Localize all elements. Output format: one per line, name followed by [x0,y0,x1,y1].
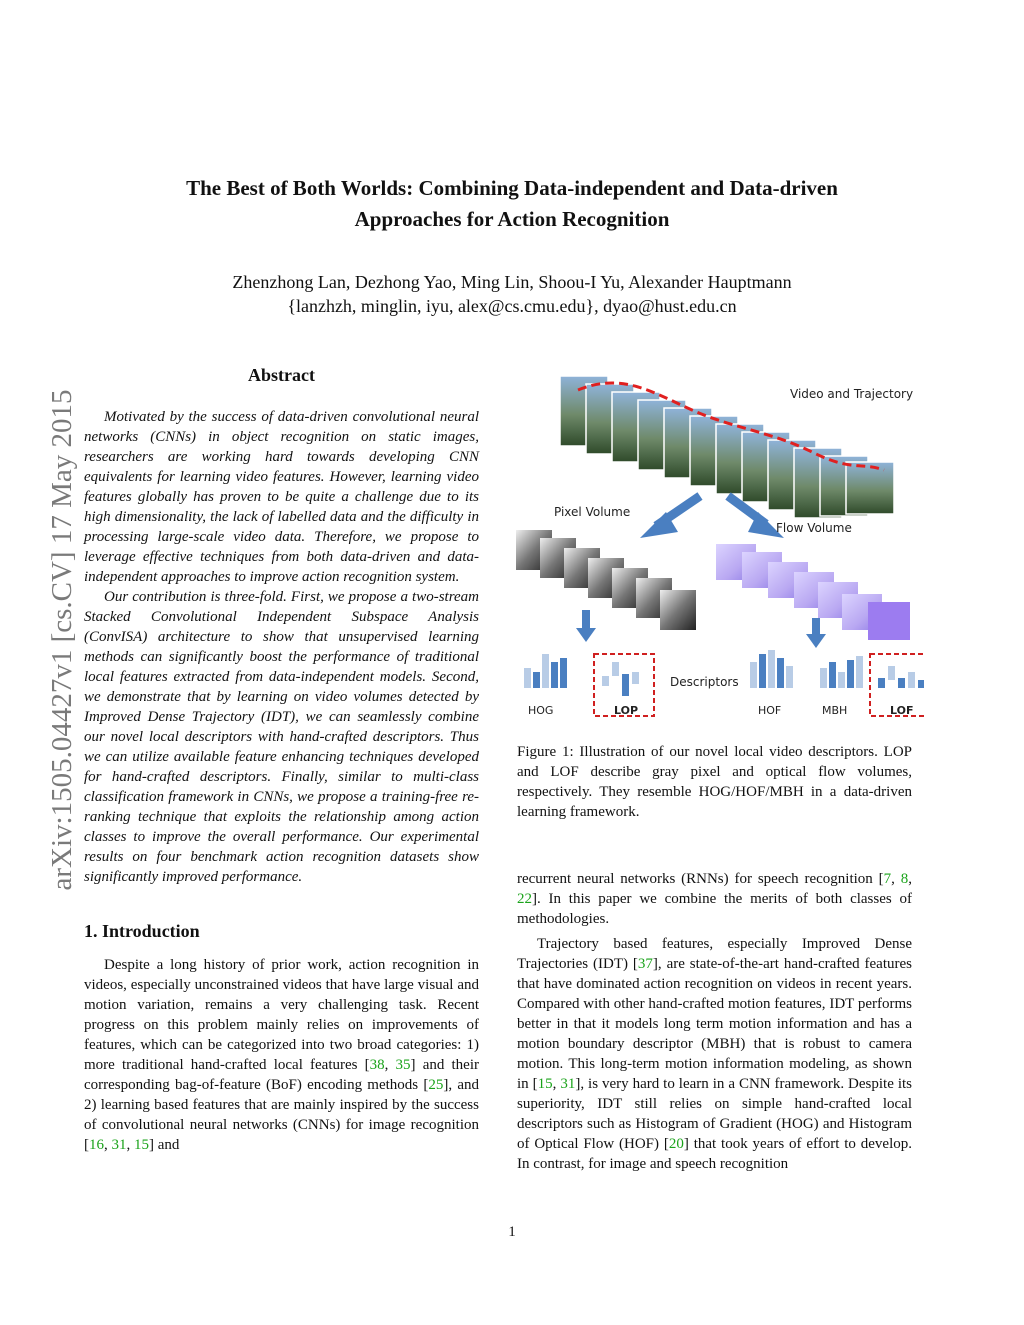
citation-link[interactable]: 37 [637,956,653,972]
title-line-1: The Best of Both Worlds: Combining Data-independent and Data-driven [186,176,838,200]
citation-link[interactable]: 35 [395,1057,411,1073]
author-emails: {lanzhzh, minglin, iyu, alex@cs.cmu.edu}, dyao@hust.edu.cn [287,296,737,316]
lop-bar [612,662,619,676]
citation-link[interactable]: 31 [111,1137,127,1153]
mbh-histogram [820,656,863,688]
mbh-bar [847,660,854,688]
right-text: Trajectory based features, especially Improved Dense Trajectories (IDT) [ [517,936,912,972]
right-text: , [552,1076,561,1092]
hog-bar [524,668,531,688]
hog-bar [560,658,567,688]
pixel-patch [660,590,696,630]
page-number: 1 [508,1224,516,1240]
author-block [0,270,1024,318]
descriptors-label: Descriptors [670,675,739,689]
right-text: ], is very hard to learn in a CNN framework. Despite its superiority, IDT still relies on simple hand-crafted local descriptors such as Histogram of Gradient (HOG) and Histogram of Optical Flow (HOF) [ [517,1076,912,1152]
lof-bar [918,680,924,688]
hof-bar [786,666,793,688]
hog-bar [533,672,540,688]
abstract-body [84,407,479,887]
citation-link[interactable]: 38 [369,1057,385,1073]
citation-link[interactable]: 8 [900,871,909,887]
intro-text: , [104,1137,112,1153]
right-text: , [891,871,901,887]
citation-link[interactable]: 15 [537,1076,553,1092]
hof-bar [759,654,766,688]
citation-link[interactable]: 22 [517,891,532,907]
citation-link[interactable]: 7 [883,871,892,887]
lof-bar [878,678,885,688]
video-trajectory-label: Video and Trajectory [790,387,914,401]
mbh-bar [820,668,827,688]
right-text: ]. In this paper we combine the merits of both classes of methodologies. [517,891,912,927]
lop-label: LOP [614,704,639,717]
citation-link[interactable]: 20 [668,1136,684,1152]
branch-arrow-left [640,496,700,538]
lop-bar [602,676,609,686]
title-line-2: Approaches for Action Recognition [354,207,670,231]
hof-bar [750,662,757,688]
hog-histogram [524,654,567,688]
right-paragraph-2 [517,934,912,1174]
mbh-bar [829,662,836,688]
introduction-paragraph [84,955,479,1155]
video-frame [846,462,894,514]
right-column [517,869,912,1179]
lof-histogram [878,666,924,688]
abstract-paragraph-1: Motivated by the success of data-driven convolutional neural networks (CNNs) in object recognition on static images, researchers are working hard towards developing CNN equivalents for learning video features. However, learning video features globally has proven to be quite a challenge due to its high dimensionality, the lack of labelled data and the difficulty in processing large-scale video data. Therefore, we propose to leverage effective techniques from both data-driven and data-independent approaches to improve action recognition system. [84,409,479,585]
figure-1-caption: Figure 1: Illustration of our novel local video descriptors. LOP and LOF describe gray pixel and optical flow volumes, respectively. They resemble HOG/HOF/MBH in a data-driven learning framework. [517,744,912,820]
arxiv-identifier: arXiv:1505.04427v1 [cs.CV] 17 May 2015 [46,389,78,891]
mbh-label: MBH [822,704,848,717]
pixel-volume-label: Pixel Volume [554,505,631,519]
intro-text: ], and 2) learning based features that are mainly inspired by the success of convolutional neural networks (CNNs) for image recognition [ [84,1077,480,1153]
hof-bar [768,650,775,688]
intro-text: ] and their corresponding bag-of-feature (BoF) encoding methods [ [84,1057,479,1093]
hog-bar [542,654,549,688]
pixel-volume-patches [516,530,696,630]
hog-bar [551,662,558,688]
flow-volume-label: Flow Volume [776,521,852,535]
right-text: recurrent neural networks (RNNs) for speech recognition [ [517,871,884,887]
right-text: , [908,871,913,887]
author-names: Zhenzhong Lan, Dezhong Yao, Ming Lin, Shoou-I Yu, Alexander Hauptmann [232,272,792,292]
lof-bar [908,672,915,688]
right-text: ], are state-of-the-art hand-crafted features that have dominated action recognition on videos in recent years. Compared with other hand-crafted motion features, IDT performs better in that it models long term motion information and has a motion boundary descriptor (MBH) that is robust to camera motion. This long-term motion information modeling, as shown in [ [517,956,912,1092]
hof-histogram [750,650,793,688]
lop-histogram [602,662,639,696]
mbh-bar [838,672,845,688]
lop-bar [632,672,639,684]
hof-label: HOF [758,704,782,717]
intro-text: Despite a long history of prior work, action recognition in videos, especially unconstrained videos that have large visual and motion variation, remains a very challenging task. Recent progress on this problem mainly relies on improvements of features, which can be categorized into two broad categories: 1) more traditional hand-crafted local features [ [84,957,479,1073]
lof-bar [898,678,905,688]
left-column [84,363,479,1160]
citation-link[interactable]: 25 [428,1077,444,1093]
citation-link[interactable]: 15 [134,1137,149,1153]
introduction-heading: 1. Introduction [84,921,200,941]
intro-text: , [126,1137,134,1153]
paper-title [0,173,1024,235]
intro-text: , [384,1057,396,1073]
down-arrow-flow [806,618,826,648]
right-text: ] that took years of effort to develop. In contrast, for image and speech recognition [517,1136,912,1172]
citation-link[interactable]: 31 [560,1076,576,1092]
abstract-heading: Abstract [248,365,315,385]
down-arrow-pixel [576,610,596,642]
hog-label: HOG [528,704,554,717]
flow-patch [868,602,910,640]
mbh-bar [856,656,863,688]
hof-bar [777,658,784,688]
right-paragraph-1 [517,869,912,929]
figure-1-diagram [512,362,924,728]
lop-bar [622,674,629,696]
citation-link[interactable]: 16 [89,1137,104,1153]
abstract-paragraph-2: Our contribution is three-fold. First, we propose a two-stream Stacked Convolutional Independent Subspace Analysis (ConvISA) architecture to show that unsupervised learning methods can significantly boost the performance of traditional local features extracted from data-independent models. Second, we demonstrate that by learning on video volumes detected by Improved Dense Trajectory (IDT), we can seamlessly combine our novel local descriptors with hand-crafted descriptors. Thus we can utilize available feature enhancing techniques developed for hand-crafted descriptors. Finally, similar to multi-class classification framework in CNNs, we propose a training-free re-ranking technique that exploits the relationship among action classes to improve the overall performance. Our experimental results on four benchmark action recognition datasets show significantly improved performance. [84,589,479,885]
lof-label: LOF [890,704,914,717]
lof-bar [888,666,895,680]
intro-text: ] and [149,1137,180,1153]
